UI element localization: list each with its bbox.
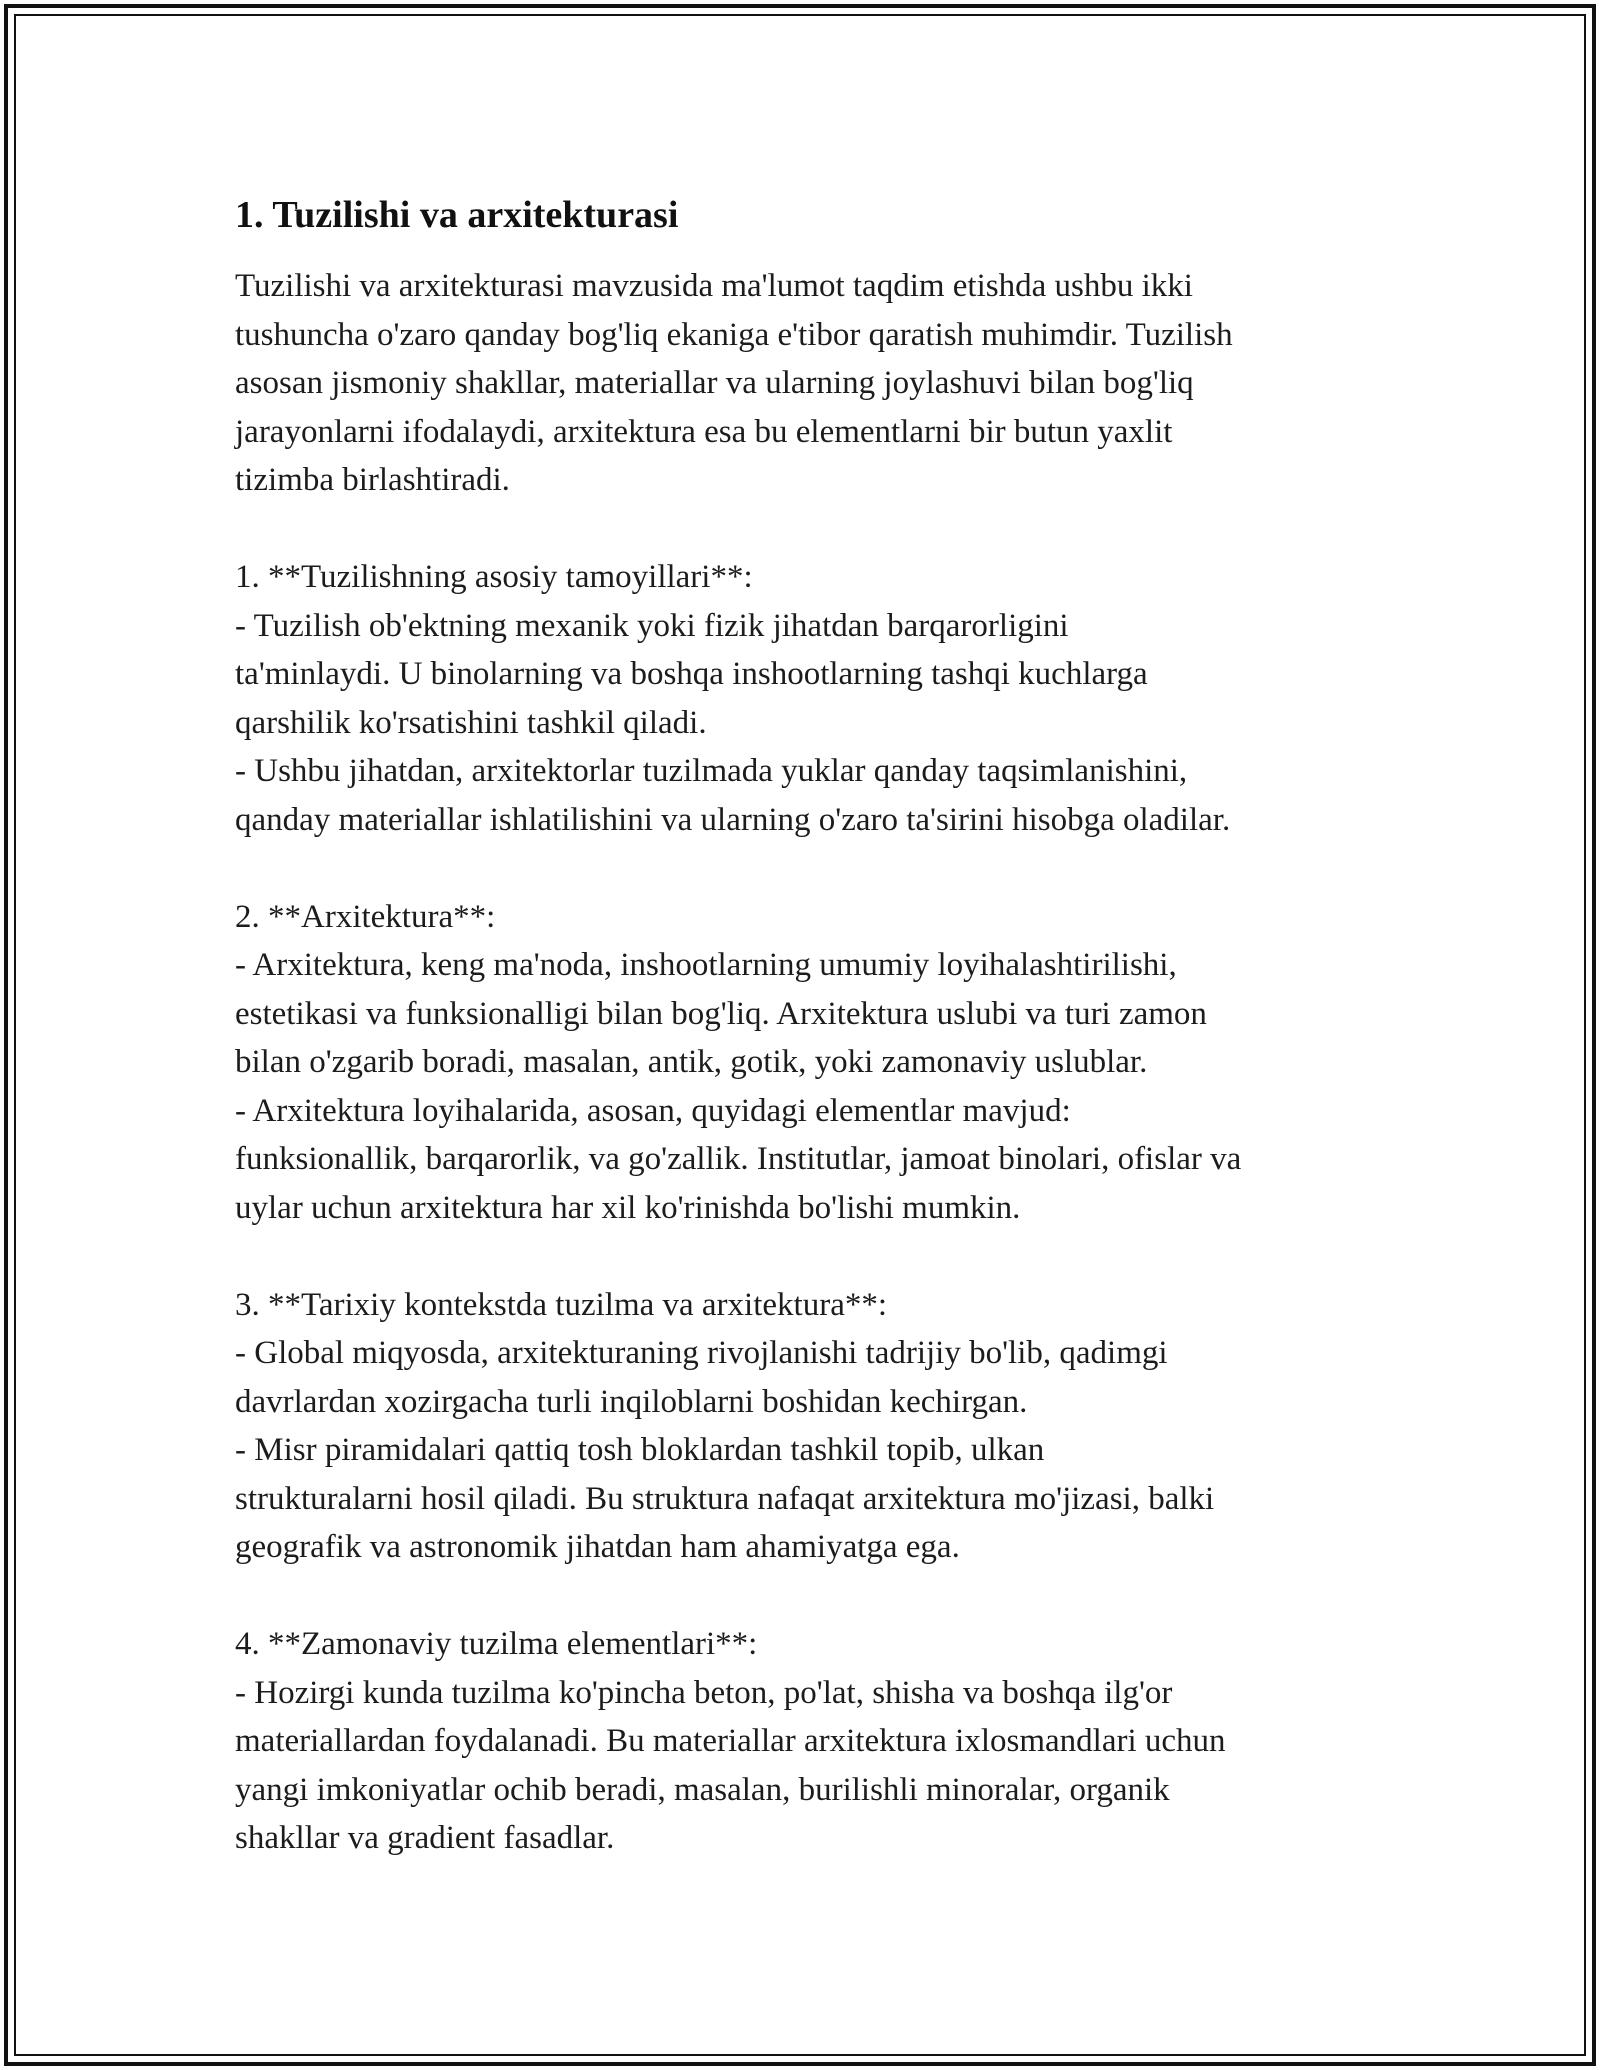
document-body: Tuzilishi va arxitekturasi mavzusida ma'lumot taqdim etishda ushbu ikki tushuncha o'zaro qanday bog'liq ekaniga e'tibor qaratish muhimdir. Tuzilish asosan jismoniy shakllar, materiallar va ularning joylashuvi bilan bog'liq jarayonlarni ifodalaydi, arxitektura esa bu elementlarni bir butun yaxlit tizimba birlashtiradi. 1. **Tuzilishning asosiy tamoyillari**: - Tuzilish ob'ektning mexanik yoki fizik jihatdan barqarorligini ta'minlaydi. U binolarning va boshqa inshootlarning tashqi kuchlarga qarshilik ko'rsatishini tashkil qiladi. - Ushbu jihatdan, arxitektorlar tuzilmada yuklar qanday taqsimlanishini, qanday materiallar ishlatilishini va ularning o'zaro ta'sirini hisobga oladilar. 2. **Arxitektura**: - Arxitektura, keng ma'noda, inshootlarning umumiy loyihalashtirilishi, estetikasi va funksionalligi bilan bog'liq. Arxitektura uslubi va turi zamon bilan o'zgarib boradi, masalan, antik, gotik, yoki zamonaviy uslublar. - Arxitektura loyihalarida, asosan, quyidagi elementlar mavjud: funksionallik, barqarorlik, va go'zallik. Institutlar, jamoat binolari, ofislar va uylar uchun arxitektura har xil ko'rinishda bo'lishi mumkin. 3. **Tarixiy kontekstda tuzilma va arxitektura**: - Global miqyosda, arxitekturaning rivojlanishi tadrijiy bo'lib, qadimgi davrlardan xozirgacha turli inqiloblarni boshidan kechirgan. - Misr piramidalari qattiq tosh bloklardan tashkil topib, ulkan strukturalarni hosil qiladi. Bu struktura nafaqat arxitektura mo'jizasi, balki geografik va astronomik jihatdan ham ahamiyatga ega. 4. **Zamonaviy tuzilma elementlari**: - Hozirgi kunda tuzilma ko'pincha beton, po'lat, shisha va boshqa ilg'or materiallardan foydalanadi. Bu materiallar arxitektura ixlosmandlari uchun yangi imkoniyatlar ochib beradi, masalan, burilishli minoralar, organik shakllar va gradient fasadlar. [235, 268, 1242, 1856]
document-content [235, 186, 1375, 1863]
document-title: 1. Tuzilishi va arxitekturasi [235, 194, 679, 236]
